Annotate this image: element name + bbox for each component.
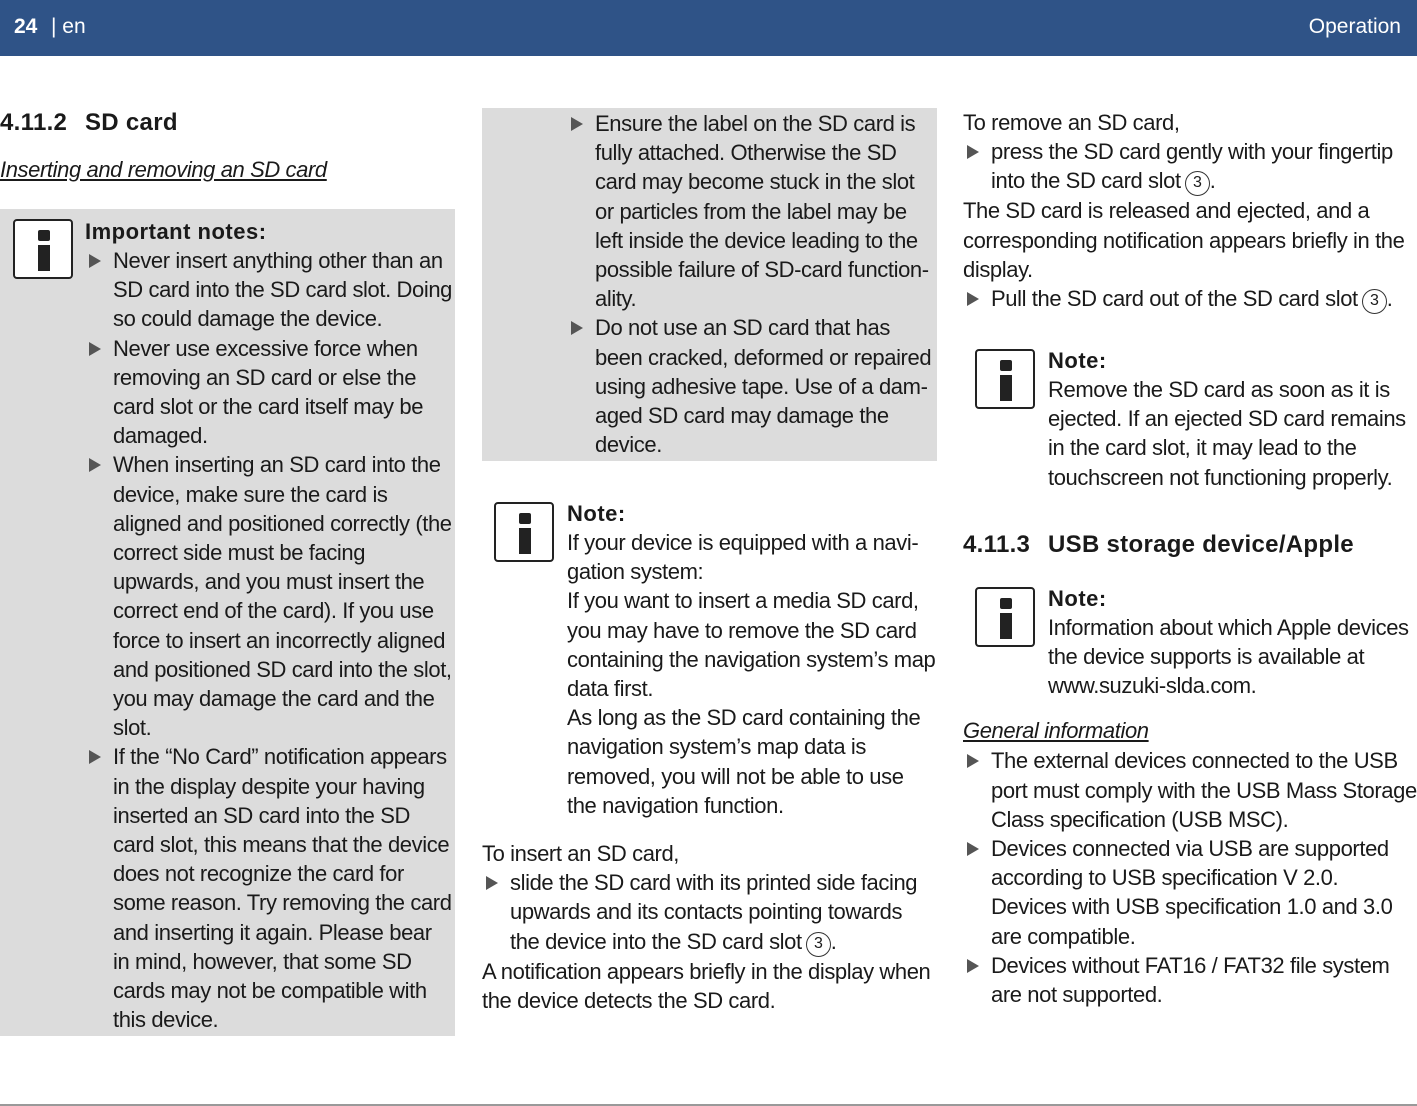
heading-title: SD card	[85, 109, 178, 136]
slot-reference-marker: 3	[1362, 289, 1387, 314]
note-title: Note:	[567, 501, 626, 526]
insert-step-text: slide the SD card with its printed side facing upwards and its contacts pointing towards the device into the SD card slot	[510, 870, 918, 954]
important-notes-title: Important notes:	[85, 219, 267, 244]
important-notes-list-continued	[567, 109, 935, 459]
subheading-insert-remove: Inserting and removing an SD card	[0, 157, 327, 182]
note-paragraph: As long as the SD card containing the navigation system’s map data is removed, you will not be able to use the navigation function.	[567, 705, 921, 818]
important-notes-continued	[482, 108, 937, 461]
note-title: Note:	[1048, 348, 1107, 374]
list-item: Never insert anything other than an SD card into the SD card slot. Doing so could damage the device.	[85, 246, 453, 334]
list-item: Pull the SD card out of the SD card slot 3 .	[963, 284, 1417, 314]
list-item: press the SD card gently with your fingertip into the SD card slot 3 .	[963, 137, 1417, 196]
important-notes-box	[0, 209, 455, 1036]
info-icon	[975, 587, 1035, 647]
page-header	[0, 0, 1417, 56]
info-icon	[975, 349, 1035, 409]
slot-reference-marker: 3	[806, 932, 831, 957]
info-icon	[13, 219, 73, 279]
note-text: Information about which Apple devices the device supports is available at www.suzuki-slda.com.	[1048, 614, 1409, 699]
note-remove-card	[963, 346, 1417, 492]
list-item: Devices connected via USB are supported according to USB specification V 2.0. Devices with USB specification 1.0 and 3.0 are compatible.	[963, 834, 1417, 951]
heading-number: 4.11.3	[963, 530, 1031, 558]
remove-result: The SD card is released and ejected, and a corresponding notification appears briefly in the display.	[963, 198, 1405, 282]
list-item: When inserting an SD card into the device, make sure the card is aligned and positioned correctly (the correct side must be facing upwards, and you must insert the correct end of the card). If you use force to insert an incorrectly aligned and positioned SD card into the slot, you may damage the card and the slot.	[85, 450, 453, 742]
remove-steps	[963, 137, 1417, 196]
general-info-list	[963, 746, 1417, 1009]
section-heading-sd-card	[0, 108, 455, 138]
subheading-general-info: General information	[963, 718, 1149, 744]
section-label: Operation	[1308, 15, 1401, 38]
page-number: 24	[14, 15, 38, 38]
remove-step-text: press the SD card gently with your fingertip into the SD card slot	[991, 139, 1393, 194]
insert-result: A notification appears briefly in the display when the device detects the SD card.	[482, 958, 931, 1013]
note-apple-devices	[963, 584, 1417, 701]
list-item: The external devices connected to the USB port must comply with the USB Mass Storage Class specification (USB MSC).	[963, 746, 1417, 834]
note-paragraph: If you want to insert a media SD card, you may have to remove the SD card containing the navigation system’s map data first.	[567, 588, 936, 702]
insert-steps	[482, 868, 937, 956]
list-item: slide the SD card with its printed side facing upwards and its contacts pointing towards the device into the SD card slot 3 .	[482, 868, 937, 956]
heading-title: USB storage device/Apple	[1048, 530, 1354, 558]
list-item: Do not use an SD card that has been cracked, deformed or repaired using adhesive tape. Use of a dam-aged SD card may damage the device.	[567, 313, 935, 459]
note-paragraph: If your device is equipped with a navi-gation system:	[567, 530, 919, 585]
pull-step-text: Pull the SD card out of the SD card slot	[991, 286, 1358, 312]
slot-reference-marker: 3	[1185, 171, 1210, 196]
remove-intro: To remove an SD card,	[963, 110, 1180, 135]
important-notes-list	[85, 246, 453, 1034]
heading-number: 4.11.2	[0, 109, 68, 136]
info-icon	[494, 502, 554, 562]
language-code: en	[62, 15, 86, 38]
language-label: | en	[51, 15, 86, 38]
insert-intro: To insert an SD card,	[482, 841, 680, 866]
section-heading-usb	[963, 530, 1417, 560]
list-item: If the “No Card” notification appears in the display despite your having inserted an SD card into the SD card slot, this means that the device does not recognize the card for some reason. Try removing the card and inserting it again. Please bear in mind, however, that some SD cards may not be compatible with this device.	[85, 742, 453, 1034]
list-item: Ensure the label on the SD card is fully attached. Otherwise the SD card may become stuck in the slot or particles from the label may be left inside the device leading to the possible failure of SD-card function-ality.	[567, 109, 935, 313]
list-item: Never use excessive force when removing an SD card or else the card slot or the card itself may be damaged.	[85, 334, 453, 451]
column-right	[963, 108, 1417, 1009]
column-left	[0, 108, 455, 1036]
note-text: Remove the SD card as soon as it is ejected. If an ejected SD card remains in the card slot, it may lead to the touchscreen not functioning properly.	[1048, 377, 1406, 490]
note-navigation	[482, 499, 937, 829]
note-title: Note:	[1048, 585, 1107, 611]
pull-steps	[963, 284, 1417, 314]
list-item: Devices without FAT16 / FAT32 file system are not supported.	[963, 951, 1417, 1009]
column-middle	[482, 108, 937, 1015]
